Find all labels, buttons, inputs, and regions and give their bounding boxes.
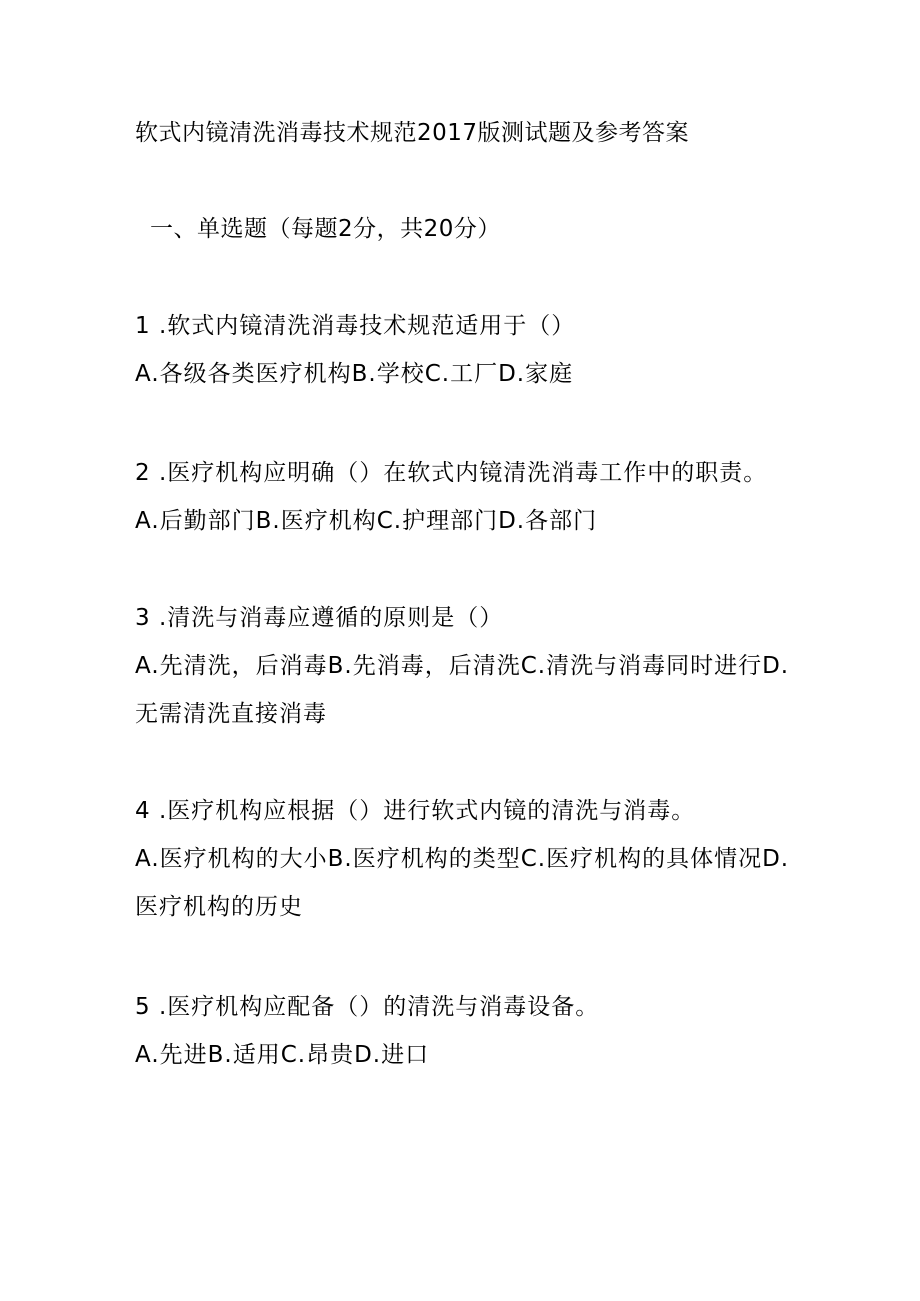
question-3 [135,594,795,738]
question-options: A.医疗机构的大小B.医疗机构的类型C.医疗机构的具体情况D.医疗机构的历史 [135,846,790,920]
question-2 [135,449,795,545]
question-options: A.先清洗，后消毒B.先消毒，后清洗C.清洗与消毒同时进行D.无需清洗直接消毒 [135,653,790,727]
question-stem: 5 .医疗机构应配备（）的清洗与消毒设备。 [135,994,600,1020]
question-stem: 2 .医疗机构应明确（）在软式内镜清洗消毒工作中的职责。 [135,460,768,486]
question-1 [135,302,795,398]
question-stem: 3 .清洗与消毒应遵循的原则是（） [135,605,504,631]
question-options: A.后勤部门B.医疗机构C.护理部门D.各部门 [135,508,598,534]
question-5 [135,983,795,1079]
document-title: 软式内镜清洗消毒技术规范2017版测试题及参考答案 [135,120,690,146]
question-options: A.各级各类医疗机构B.学校C.工厂D.家庭 [135,361,574,387]
question-4 [135,787,795,931]
question-stem: 4 .医疗机构应根据（）进行软式内镜的清洗与消毒。 [135,798,696,824]
section-heading: 一、单选题（每题2分，共20分） [150,216,501,242]
question-stem: 1 .软式内镜清洗消毒技术规范适用于（） [135,313,576,339]
question-options: A.先进B.适用C.昂贵D.进口 [135,1042,430,1068]
